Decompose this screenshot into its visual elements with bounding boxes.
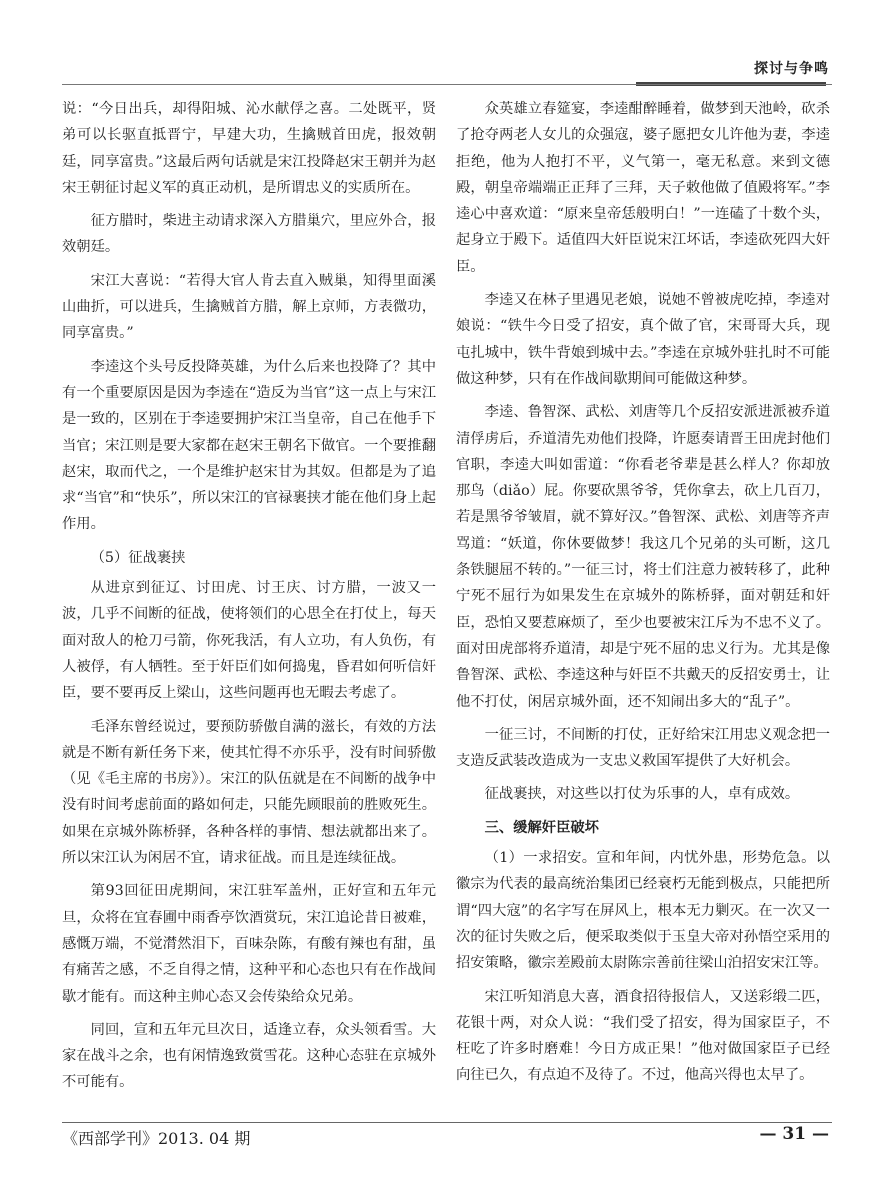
paragraph: 毛泽东曾经说过，要预防骄傲自满的滋长，有效的方法就是不断有新任务下来，使其忙得不亦乐乎，没有时间骄傲（见《毛主席的书房》）。宋江的队伍就是在不间断的战争中没有时间考虑前面的路如何走，只能先顾眼前的胜败死生。如果在京城外陈桥驿，各种各样的事情、想法就都出来了。所以宋江认为闲居不宜，请求征战。而且是连续征战。 [62, 718, 436, 867]
paragraph: 李逵又在林子里遇见老娘，说她不曾被虎吃掉，李逵对娘说：“铁牛今日受了招安，真个做了官，宋哥哥大兵，现屯扎城中，铁牛背娘到城中去。”李逵在京城外驻扎时不可能做这种梦，只有在作战间歇期间可能做这种梦。 [456, 292, 830, 387]
paragraph: （1）一求招安。宣和年间，内忧外患，形势危急。以徽宗为代表的最高统治集团已经衰朽无能到极点，只能把所谓“四大寇”的名字写在屏风上，根本无力剿灭。在一次又一次的征讨失败之后，便采取类似于玉皇大帝对孙悟空采用的招安策略，徽宗差殿前太尉陈宗善前往梁山泊招安宋江等。 [456, 850, 830, 972]
paragraph: 一征三讨，不间断的打仗，正好给宋江用忠义观念把一支造反武装改造成为一支忠义救国军提供了大好机会。 [456, 726, 830, 770]
right-column [456, 96, 830, 1096]
paragraph: 征方腊时，柴进主动请求深入方腊巢穴，里应外合，报效朝廷。 [62, 213, 436, 256]
paragraph: 说：“今日出兵，却得阳城、沁水献俘之喜。二处既平，贤弟可以长驱直抵晋宁，早建大功，生擒贼首田虎，报效朝廷，同享富贵。”这最后两句话就是宋江投降赵宋王朝并为赵宋王朝征讨起义军的真正动机，是所谓忠义的实质所在。 [62, 101, 436, 196]
journal-name: 《西部学刊》2013. 04 期 [62, 1129, 251, 1148]
paragraph: 征战裹挟，对这些以打仗为乐事的人，卓有成效。 [484, 786, 800, 803]
paragraph: 宋江大喜说：“若得大官人肯去直入贼巢，知得里面溪山曲折，可以进兵，生擒贼首方腊，解上京师，方表微功，同享富贵。” [62, 272, 436, 342]
paragraph: 李逵、鲁智深、武松、刘唐等几个反招安派进派被乔道清俘虏后，乔道清先劝他们投降，许愿奏请晋王田虎封他们官职，李逵大叫如雷道：“你看老爷辈是甚么样人？你却放那鸟（diǎo）屁。你要砍黑爷爷，凭你拿去，砍上几百刀，若是黑爷爷皱眉，就不算好汉。”鲁智深、武松、刘唐等齐声骂道：“妖道，你休要做梦！我这几个兄弟的头可断，这几条铁腿屈不转的。”一征三讨，将士们注意力被转移了，此种宁死不屈行为如果发生在京城外的陈桥驿，面对朝廷和奸臣，恐怕又要惹麻烦了，至少也要被宋江斥为不忠不义了。面对田虎部将乔道清，却是宁死不屈的忠义行为。尤其是像鲁智深、武松、李逵这种与奸臣不共戴天的反招安勇士，让他不打仗，闲居京城外面，还不知闹出多大的“乱子”。 [456, 404, 830, 710]
paragraph: 同回，宣和五年元旦次日，适逢立春，众头领看雪。大家在战斗之余，也有闲情逸致赏雪花。这种心态驻在京城外不可能有。 [62, 1021, 436, 1091]
paragraph: 众英雄立春筵宴，李逵酣醉睡着，做梦到天池岭，砍杀了抢夺两老人女儿的众强寇，婆子愿把女儿许他为妻，李逵拒绝，他为人抱打不平，义气第一，毫无私意。来到文德殿，朝皇帝端端正正拜了三拜，天子敕他做了值殿将军。”李逵心中喜欢道：“原来皇帝恁般明白！”一连磕了十数个头，起身立于殿下。适值四大奸臣说宋江坏话，李逵砍死四大奸臣。 [456, 101, 830, 275]
section-title: 探讨与争鸣 [754, 61, 829, 77]
paragraph: 宋江听知消息大喜，酒食招待报信人，又送彩缎二匹，花银十两，对众人说：“我们受了招安，得为国家臣子，不枉吃了许多时磨难！今日方成正果！”他对做国家臣子已经向往已久，有点迫不及待了。不过，他高兴得也太早了。 [456, 988, 830, 1084]
subsection-heading: （5）征战裹挟 [90, 549, 186, 566]
paragraph: 第93回征田虎期间，宋江驻军盖州，正好宣和五年元旦，众将在宜春圃中雨香亭饮酒赏玩，宋江追论昔日被难，感慨万端，不觉潸然泪下，百味杂陈，有酸有辣也有甜，虽有痛苦之感，不乏自得之情，这种平和心态也只有在作战间歇才能有。而这种主帅心态又会传染给众兄弟。 [62, 883, 436, 1005]
footer-rule [62, 1122, 832, 1123]
paragraph: 从进京到征辽、讨田虎、讨王庆、讨方腊，一波又一波，几乎不间断的征战，使将领们的心思全在打仗上，每天面对敌人的枪刀弓箭，你死我活，有人立功，有人负伤，有人被俘，有人牺牲。至于奸臣们如何捣鬼，昏君如何听信奸臣，要不要再反上梁山，这些问题再也无暇去考虑了。 [62, 580, 436, 702]
page-number: — 31 — [759, 1124, 829, 1144]
top-rule [62, 84, 832, 85]
paragraph: 李逵这个头号反投降英雄，为什么后来也投降了？其中有一个重要原因是因为李逵在“造反为当官”这一点上与宋江是一致的，区别在于李逵要拥护宋江当皇帝，自己在他手下当官；宋江则是要大家都在赵宋王朝名下做官。一个要推翻赵宋，取而代之，一个是维护赵宋甘为其奴。但都是为了追求“当官”和“快乐”，所以宋江的官禄裹挟才能在他们身上起作用。 [62, 358, 436, 533]
section-header [636, 52, 831, 96]
left-column [62, 96, 436, 1103]
section-heading: 三、缓解奸臣破坏 [484, 819, 599, 836]
